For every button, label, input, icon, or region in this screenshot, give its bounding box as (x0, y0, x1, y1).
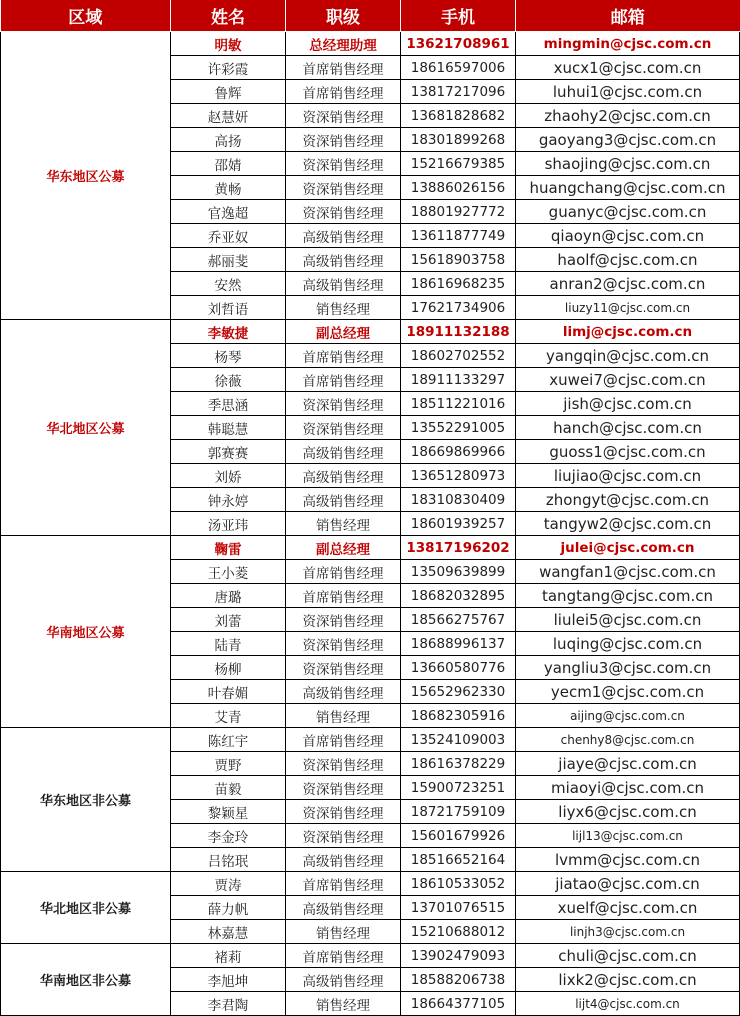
rank-cell: 资深销售经理 (286, 752, 401, 776)
name-cell: 黎颖星 (171, 800, 286, 824)
rank-cell: 高级销售经理 (286, 248, 401, 272)
email-cell[interactable]: jish@cjsc.com.cn (516, 392, 740, 416)
name-cell: 唐璐 (171, 584, 286, 608)
phone-cell[interactable]: 15652962330 (401, 680, 516, 704)
phone-cell[interactable]: 17621734906 (401, 296, 516, 320)
rank-cell: 高级销售经理 (286, 440, 401, 464)
rank-cell: 销售经理 (286, 512, 401, 536)
rank-cell: 首席销售经理 (286, 344, 401, 368)
header-region: 区域 (1, 0, 171, 32)
rank-cell: 资深销售经理 (286, 776, 401, 800)
email-cell[interactable]: luqing@cjsc.com.cn (516, 632, 740, 656)
phone-cell[interactable]: 13681828682 (401, 104, 516, 128)
name-cell: 李金玲 (171, 824, 286, 848)
name-cell: 杨柳 (171, 656, 286, 680)
email-cell[interactable]: limj@cjsc.com.cn (516, 320, 740, 344)
name-cell: 艾青 (171, 704, 286, 728)
region-cell: 华南地区公募 (1, 536, 171, 728)
phone-cell[interactable]: 18616968235 (401, 272, 516, 296)
phone-cell[interactable]: 18688996137 (401, 632, 516, 656)
rank-cell: 销售经理 (286, 704, 401, 728)
email-cell[interactable]: yecm1@cjsc.com.cn (516, 680, 740, 704)
rank-cell: 资深销售经理 (286, 632, 401, 656)
name-cell: 苗毅 (171, 776, 286, 800)
rank-cell: 销售经理 (286, 920, 401, 944)
rank-cell: 副总经理 (286, 320, 401, 344)
name-cell: 汤亚玮 (171, 512, 286, 536)
name-cell: 乔亚奴 (171, 224, 286, 248)
phone-cell[interactable]: 18664377105 (401, 992, 516, 1016)
rank-cell: 资深销售经理 (286, 608, 401, 632)
rank-cell: 高级销售经理 (286, 896, 401, 920)
rank-cell: 首席销售经理 (286, 944, 401, 968)
rank-cell: 副总经理 (286, 536, 401, 560)
region-cell: 华东地区非公募 (1, 728, 171, 872)
name-cell: 杨琴 (171, 344, 286, 368)
phone-cell[interactable]: 18511221016 (401, 392, 516, 416)
email-cell[interactable]: huangchang@cjsc.com.cn (516, 176, 740, 200)
phone-cell[interactable]: 13611877749 (401, 224, 516, 248)
name-cell: 陆青 (171, 632, 286, 656)
phone-cell[interactable]: 15900723251 (401, 776, 516, 800)
name-cell: 许彩霞 (171, 56, 286, 80)
name-cell: 贾野 (171, 752, 286, 776)
name-cell: 刘哲语 (171, 296, 286, 320)
email-cell[interactable]: guoss1@cjsc.com.cn (516, 440, 740, 464)
email-cell[interactable]: qiaoyn@cjsc.com.cn (516, 224, 740, 248)
rank-cell: 首席销售经理 (286, 368, 401, 392)
name-cell: 王小菱 (171, 560, 286, 584)
name-cell: 贾涛 (171, 872, 286, 896)
name-cell: 高扬 (171, 128, 286, 152)
name-cell: 叶春媚 (171, 680, 286, 704)
rank-cell: 资深销售经理 (286, 128, 401, 152)
name-cell: 季思涵 (171, 392, 286, 416)
email-cell[interactable]: chenhy8@cjsc.com.cn (516, 728, 740, 752)
rank-cell: 高级销售经理 (286, 464, 401, 488)
name-cell: 李旭坤 (171, 968, 286, 992)
rank-cell: 资深销售经理 (286, 104, 401, 128)
rank-cell: 资深销售经理 (286, 392, 401, 416)
table-row-lead (1, 536, 740, 560)
phone-cell[interactable]: 13524109003 (401, 728, 516, 752)
email-cell[interactable]: shaojing@cjsc.com.cn (516, 152, 740, 176)
phone-cell[interactable]: 18721759109 (401, 800, 516, 824)
table-row-lead (1, 32, 740, 56)
email-cell[interactable]: anran2@cjsc.com.cn (516, 272, 740, 296)
header-name: 姓名 (171, 0, 286, 32)
email-cell[interactable]: liyx6@cjsc.com.cn (516, 800, 740, 824)
phone-cell[interactable]: 18669869966 (401, 440, 516, 464)
rank-cell: 首席销售经理 (286, 80, 401, 104)
table-row-lead (1, 320, 740, 344)
phone-cell[interactable]: 15618903758 (401, 248, 516, 272)
rank-cell: 首席销售经理 (286, 584, 401, 608)
email-cell[interactable]: miaoyi@cjsc.com.cn (516, 776, 740, 800)
rank-cell: 高级销售经理 (286, 224, 401, 248)
phone-cell[interactable]: 13509639899 (401, 560, 516, 584)
name-cell: 官逸超 (171, 200, 286, 224)
phone-cell[interactable]: 13651280973 (401, 464, 516, 488)
email-cell[interactable]: linjh3@cjsc.com.cn (516, 920, 740, 944)
name-cell: 刘蕾 (171, 608, 286, 632)
email-cell[interactable]: lixk2@cjsc.com.cn (516, 968, 740, 992)
rank-cell: 高级销售经理 (286, 272, 401, 296)
name-cell: 刘娇 (171, 464, 286, 488)
phone-cell[interactable]: 13701076515 (401, 896, 516, 920)
email-cell[interactable]: lvmm@cjsc.com.cn (516, 848, 740, 872)
email-cell[interactable]: gaoyang3@cjsc.com.cn (516, 128, 740, 152)
email-cell[interactable]: liujiao@cjsc.com.cn (516, 464, 740, 488)
rank-cell: 资深销售经理 (286, 416, 401, 440)
email-cell[interactable]: yangqin@cjsc.com.cn (516, 344, 740, 368)
rank-cell: 首席销售经理 (286, 560, 401, 584)
email-cell[interactable]: xuwei7@cjsc.com.cn (516, 368, 740, 392)
name-cell: 安然 (171, 272, 286, 296)
email-cell[interactable]: hanch@cjsc.com.cn (516, 416, 740, 440)
region-cell: 华东地区公募 (1, 32, 171, 320)
phone-cell[interactable]: 18801927772 (401, 200, 516, 224)
rank-cell: 高级销售经理 (286, 680, 401, 704)
phone-cell[interactable]: 18301899268 (401, 128, 516, 152)
name-cell: 鲁辉 (171, 80, 286, 104)
name-cell: 钟永婷 (171, 488, 286, 512)
name-cell: 邵婧 (171, 152, 286, 176)
email-cell[interactable]: liuzy11@cjsc.com.cn (516, 296, 740, 320)
rank-cell: 首席销售经理 (286, 56, 401, 80)
rank-cell: 首席销售经理 (286, 728, 401, 752)
region-cell: 华北地区公募 (1, 320, 171, 536)
table-row (1, 728, 740, 752)
phone-cell[interactable]: 18516652164 (401, 848, 516, 872)
rank-cell: 资深销售经理 (286, 800, 401, 824)
email-cell[interactable]: lijt4@cjsc.com.cn (516, 992, 740, 1016)
rank-cell: 首席销售经理 (286, 872, 401, 896)
email-cell[interactable]: jiaye@cjsc.com.cn (516, 752, 740, 776)
name-cell: 褚莉 (171, 944, 286, 968)
phone-cell[interactable]: 15210688012 (401, 920, 516, 944)
email-cell[interactable]: xuelf@cjsc.com.cn (516, 896, 740, 920)
phone-cell[interactable]: 13660580776 (401, 656, 516, 680)
rank-cell: 资深销售经理 (286, 824, 401, 848)
email-cell[interactable]: chuli@cjsc.com.cn (516, 944, 740, 968)
table-body (1, 32, 740, 1016)
email-cell[interactable]: yangliu3@cjsc.com.cn (516, 656, 740, 680)
email-cell[interactable]: lijl13@cjsc.com.cn (516, 824, 740, 848)
phone-cell[interactable]: 18602702552 (401, 344, 516, 368)
rank-cell: 总经理助理 (286, 32, 401, 56)
rank-cell: 销售经理 (286, 992, 401, 1016)
phone-cell[interactable]: 13817196202 (401, 536, 516, 560)
phone-cell[interactable]: 18588206738 (401, 968, 516, 992)
rank-cell: 高级销售经理 (286, 848, 401, 872)
phone-cell[interactable]: 15216679385 (401, 152, 516, 176)
header-phone: 手机 (401, 0, 516, 32)
email-cell[interactable]: julei@cjsc.com.cn (516, 536, 740, 560)
email-cell[interactable]: aijing@cjsc.com.cn (516, 704, 740, 728)
name-cell: 李敏捷 (171, 320, 286, 344)
email-cell[interactable]: jiatao@cjsc.com.cn (516, 872, 740, 896)
phone-cell[interactable]: 18310830409 (401, 488, 516, 512)
name-cell: 黄畅 (171, 176, 286, 200)
phone-cell[interactable]: 18682032895 (401, 584, 516, 608)
name-cell: 林嘉慧 (171, 920, 286, 944)
header-email: 邮箱 (516, 0, 740, 32)
rank-cell: 资深销售经理 (286, 200, 401, 224)
email-cell[interactable]: luhui1@cjsc.com.cn (516, 80, 740, 104)
phone-cell[interactable]: 13902479093 (401, 944, 516, 968)
phone-cell[interactable]: 18601939257 (401, 512, 516, 536)
email-cell[interactable]: haolf@cjsc.com.cn (516, 248, 740, 272)
region-cell: 华北地区非公募 (1, 872, 171, 944)
phone-cell[interactable]: 13886026156 (401, 176, 516, 200)
name-cell: 郝丽斐 (171, 248, 286, 272)
email-cell[interactable]: zhaohy2@cjsc.com.cn (516, 104, 740, 128)
name-cell: 徐薇 (171, 368, 286, 392)
phone-cell[interactable]: 13621708961 (401, 32, 516, 56)
email-cell[interactable]: guanyc@cjsc.com.cn (516, 200, 740, 224)
email-cell[interactable]: tangyw2@cjsc.com.cn (516, 512, 740, 536)
phone-cell[interactable]: 13817217096 (401, 80, 516, 104)
email-cell[interactable]: tangtang@cjsc.com.cn (516, 584, 740, 608)
region-cell: 华南地区非公募 (1, 944, 171, 1016)
rank-cell: 资深销售经理 (286, 152, 401, 176)
name-cell: 陈红宇 (171, 728, 286, 752)
name-cell: 郭赛赛 (171, 440, 286, 464)
phone-cell[interactable]: 18610533052 (401, 872, 516, 896)
email-cell[interactable]: wangfan1@cjsc.com.cn (516, 560, 740, 584)
header-row (1, 0, 740, 32)
name-cell: 赵慧妍 (171, 104, 286, 128)
name-cell: 薛力帆 (171, 896, 286, 920)
phone-cell[interactable]: 18911133297 (401, 368, 516, 392)
phone-cell[interactable]: 18566275767 (401, 608, 516, 632)
phone-cell[interactable]: 18616597006 (401, 56, 516, 80)
email-cell[interactable]: xucx1@cjsc.com.cn (516, 56, 740, 80)
name-cell: 韩聪慧 (171, 416, 286, 440)
email-cell[interactable]: mingmin@cjsc.com.cn (516, 32, 740, 56)
email-cell[interactable]: liulei5@cjsc.com.cn (516, 608, 740, 632)
name-cell: 明敏 (171, 32, 286, 56)
rank-cell: 资深销售经理 (286, 656, 401, 680)
table-row (1, 872, 740, 896)
rank-cell: 资深销售经理 (286, 176, 401, 200)
phone-cell[interactable]: 15601679926 (401, 824, 516, 848)
name-cell: 李君陶 (171, 992, 286, 1016)
rank-cell: 高级销售经理 (286, 488, 401, 512)
rank-cell: 销售经理 (286, 296, 401, 320)
phone-cell[interactable]: 18616378229 (401, 752, 516, 776)
table-row (1, 944, 740, 968)
phone-cell[interactable]: 18911132188 (401, 320, 516, 344)
phone-cell[interactable]: 13552291005 (401, 416, 516, 440)
rank-cell: 高级销售经理 (286, 968, 401, 992)
header-rank: 职级 (286, 0, 401, 32)
email-cell[interactable]: zhongyt@cjsc.com.cn (516, 488, 740, 512)
name-cell: 吕铭珉 (171, 848, 286, 872)
phone-cell[interactable]: 18682305916 (401, 704, 516, 728)
name-cell: 鞠雷 (171, 536, 286, 560)
